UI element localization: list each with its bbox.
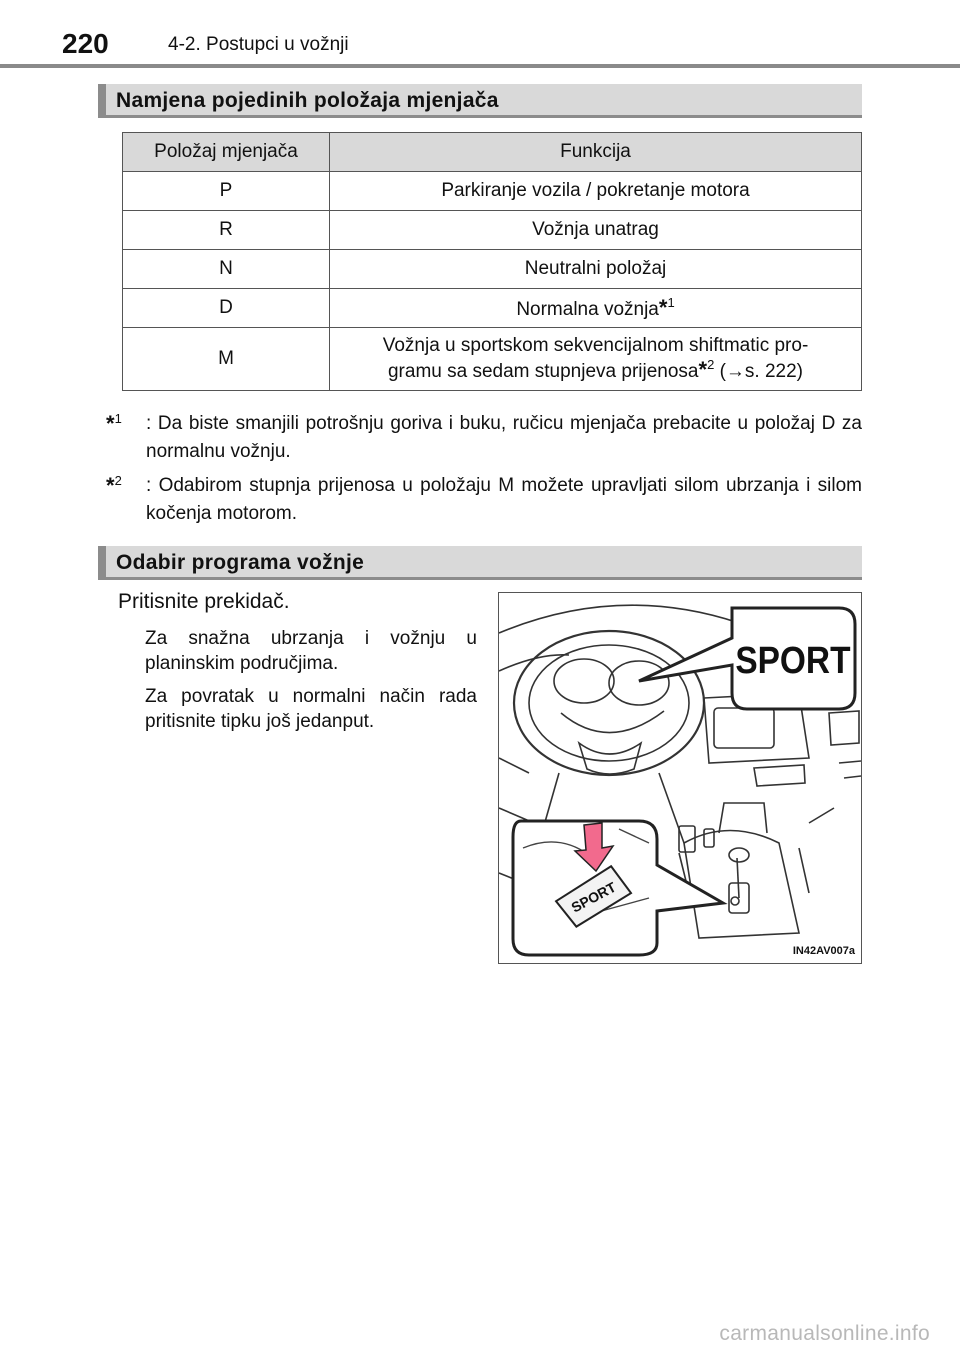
footnote-ref: 1: [667, 295, 675, 310]
section-heading-gear-positions: [98, 84, 862, 118]
dashboard-illustration: [499, 593, 862, 964]
section-bar: [98, 546, 106, 580]
cell-position: D: [123, 289, 330, 328]
column-header-function: Funkcija: [330, 133, 862, 172]
footnote-ref: 2: [707, 357, 715, 372]
table-row: [123, 172, 862, 211]
footnote-star: *: [106, 411, 115, 436]
function-text: Normalna vožnja: [516, 299, 659, 320]
cell-position: N: [123, 250, 330, 289]
cell-position: R: [123, 211, 330, 250]
cell-function: Neutralni položaj: [330, 250, 862, 289]
table-header-row: [123, 133, 862, 172]
cell-function: Vožnja unatrag: [330, 211, 862, 250]
section-title: Odabir programa vožnje: [116, 551, 365, 574]
instruction-lead: Pritisnite prekidač.: [118, 590, 290, 613]
instruction-paragraph: Za snažna ubrzanja i vožnju u planinskim područjima.: [145, 628, 477, 674]
page-number: 220: [62, 28, 109, 59]
footnote-1: [106, 410, 862, 466]
cell-function: [330, 289, 862, 328]
chapter-title: 4-2. Postupci u vožnji: [168, 34, 349, 55]
gear-position-table: [122, 132, 862, 391]
footnote-number: 2: [114, 473, 122, 488]
table-row: [123, 289, 862, 328]
footnote-2: [106, 472, 862, 528]
function-text-line1: Vožnja u sportskom sekvencijalnom shiftmatic pro-: [382, 335, 809, 356]
cell-position: P: [123, 172, 330, 211]
footnote-text: : Odabirom stupnja prijenosa u položaju M možete upravljati silom ubrzanja i silom kočenja motorom.: [146, 475, 862, 524]
footnote-star: *: [698, 357, 708, 382]
footnote-marker: [106, 472, 122, 502]
section-heading-drive-mode: [98, 546, 862, 580]
cell-function: [330, 328, 862, 391]
cell-position: M: [123, 328, 330, 391]
watermark: carmanualsonline.info: [719, 1322, 930, 1345]
table-row: [123, 211, 862, 250]
cell-function: Parkiranje vozila / pokretanje motora: [330, 172, 862, 211]
header-rule: [0, 64, 960, 68]
callout-label: SPORT: [735, 639, 851, 682]
footnote-star: *: [106, 473, 115, 498]
instruction-paragraph: Za povratak u normalni način rada pritisnite tipku još jedanput.: [145, 686, 477, 732]
figure-code: IN42AV007a: [792, 945, 855, 957]
footnote-text: : Da biste smanjili potrošnju goriva i buku, ručicu mjenjača prebacite u položaj D za normalnu vožnju.: [146, 413, 862, 462]
function-text-line2: gramu sa sedam stupnjeva prijenosa: [387, 361, 699, 382]
section-title: Namjena pojedinih položaja mjenjača: [116, 89, 499, 112]
table-row: [123, 250, 862, 289]
table-row: [123, 328, 862, 391]
sport-switch-figure: [498, 592, 862, 964]
footnote-marker: [106, 410, 122, 440]
column-header-position: Položaj mjenjača: [123, 133, 330, 172]
footnote-number: 1: [114, 411, 122, 426]
sport-button-label: SPORT: [568, 878, 619, 916]
section-bar: [98, 84, 106, 118]
footnote-star: *: [658, 295, 668, 320]
page-header: [62, 28, 922, 64]
page-reference: (→s. 222): [719, 361, 803, 382]
